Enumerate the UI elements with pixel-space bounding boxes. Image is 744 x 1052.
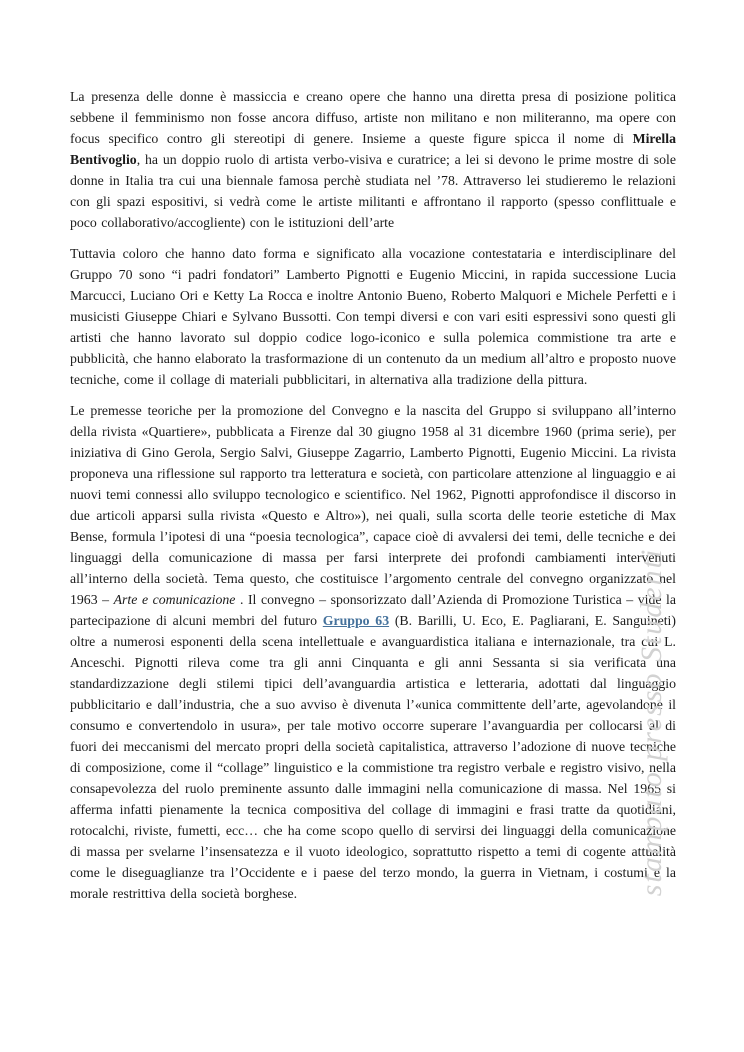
italic-run: Arte e comunicazione [113,592,236,607]
text-run: La presenza delle donne è massiccia e creano opere che hanno una diretta presa di posizione politica sebbene il femminismo non fosse ancora diffuso, artiste non militano e non militeranno, ma opere con focus specifico contro gli stereotipi di genere. Insieme a queste figure spicca il nome di [70,89,676,146]
bold-run: Mirella Bentivoglio [70,131,676,167]
watermark-text: stampato presso Studenti [635,547,668,897]
paragraph-2 [70,243,676,390]
text-run: Tuttavia coloro che hanno dato forma e significato alla vocazione contestataria e interdisciplinare del Gruppo 70 sono “i padri fondatori” Lamberto Pignotti e Eugenio Miccini, in rapida successione Lucia Marcucci, Luciano Ori e Ketty La Rocca e inoltre Antonio Bueno, Roberto Malquori e Michele Perfetti e i musicisti Giuseppe Chiari e Sylvano Bussotti. Con tempi diversi e con vari esiti espressivi sono questi gli artisti che hanno lavorato sul doppio codice logo-iconico e sulla polemica commistione tra arte e pubblicità, che hanno elaborato la trasformazione di un contenuto da un medium all’altro e proposto nuove tecniche, come il collage di materiali pubblicitari, in alternativa alla tradizione della pittura. [70,246,676,387]
text-run: , ha un doppio ruolo di artista verbo-visiva e curatrice; a lei si devono le prime mostre di sole donne in Italia tra cui una biennale famosa perchè studiata nel ’78. Attraverso lei studieremo le relazioni con gli spazi espositivi, si vedrà come le artiste militanti e affrontano il rapporto (spesso conflittuale e poco collaborativo/accogliente) con le istituzioni dell’arte [70,152,676,230]
paragraph-3 [70,400,676,904]
text-run: . Il convegno – sponsorizzato dall’Azienda di Promozione Turistica – vide la partecipazione di alcuni membri del futuro [70,592,676,628]
document-body [70,86,676,914]
paragraph-1 [70,86,676,233]
text-run: Le premesse teoriche per la promozione del Convegno e la nascita del Gruppo si sviluppano all’interno della rivista «Quartiere», pubblicata a Firenze dal 30 giugno 1958 al 31 dicembre 1960 (prima serie), per iniziativa di Gino Gerola, Sergio Salvi, Giuseppe Zagarrio, Lamberto Pignotti, Eugenio Miccini. La rivista proponeva una riflessione sul rapporto tra letteratura e società, con particolare attenzione al linguaggio e ai nuovi temi connessi allo sviluppo tecnologico e scientifico. Nel 1962, Pignotti approfondisce il discorso in due articoli apparsi sulla rivista «Questo e Altro»), nei quali, sulla scorta delle teorie estetiche di Max Bense, formula l’ipotesi di una “poesia tecnologica”, capace cioè di avvalersi dei temi, delle tecniche e dei linguaggi della comunicazione di massa per farsi interprete dei profondi cambiamenti intervenuti all’interno della società. Tema questo, che costituisce l’argomento centrale del convegno organizzato nel 1963 – [70,403,676,607]
text-run: (B. Barilli, U. Eco, E. Pagliarani, E. Sanguineti) oltre a numerosi esponenti della scena intellettuale e avanguardistica italiana e internazionale, tra cui L. Anceschi. Pignotti rileva come tra gli anni Cinquanta e gli anni Sessanta si sia verificata una standardizzazione degli stilemi tipici dell’avanguardia artistica e letteraria, adottati dal linguaggio pubblicitario e dall’industria, che a suo avviso è divenuta l’«unica committente dell’arte, agevolandone il consumo e convertendolo in usura», per tale motivo occorre superare l’avanguardia per collocarsi al di fuori dei meccanismi del mercato propri della società capitalistica, attraverso l’adozione di nuove tecniche di composizione, come il “collage” linguistico e la commistione tra registro verbale e registro visivo, nella consapevolezza del ruolo preminente assunto dalle immagini nella comunicazione di massa. Nel 1965 si afferma infatti pienamente la tecnica compositiva del collage di immagini e frasi tratte da quotidiani, rotocalchi, riviste, fumetti, ecc… che ha come scopo quello di servirsi dei linguaggi della comunicazione di massa per svelarne l’insensatezza e il vuoto ideologico, soprattutto rispetto a temi di cogente attualità come le diseguaglianze tra l’Occidente e i paese del terzo mondo, la guerra in Vietnam, i costumi e la morale restrittiva della società borghese. [70,613,676,901]
gruppo-63-link[interactable]: Gruppo 63 [322,613,390,628]
